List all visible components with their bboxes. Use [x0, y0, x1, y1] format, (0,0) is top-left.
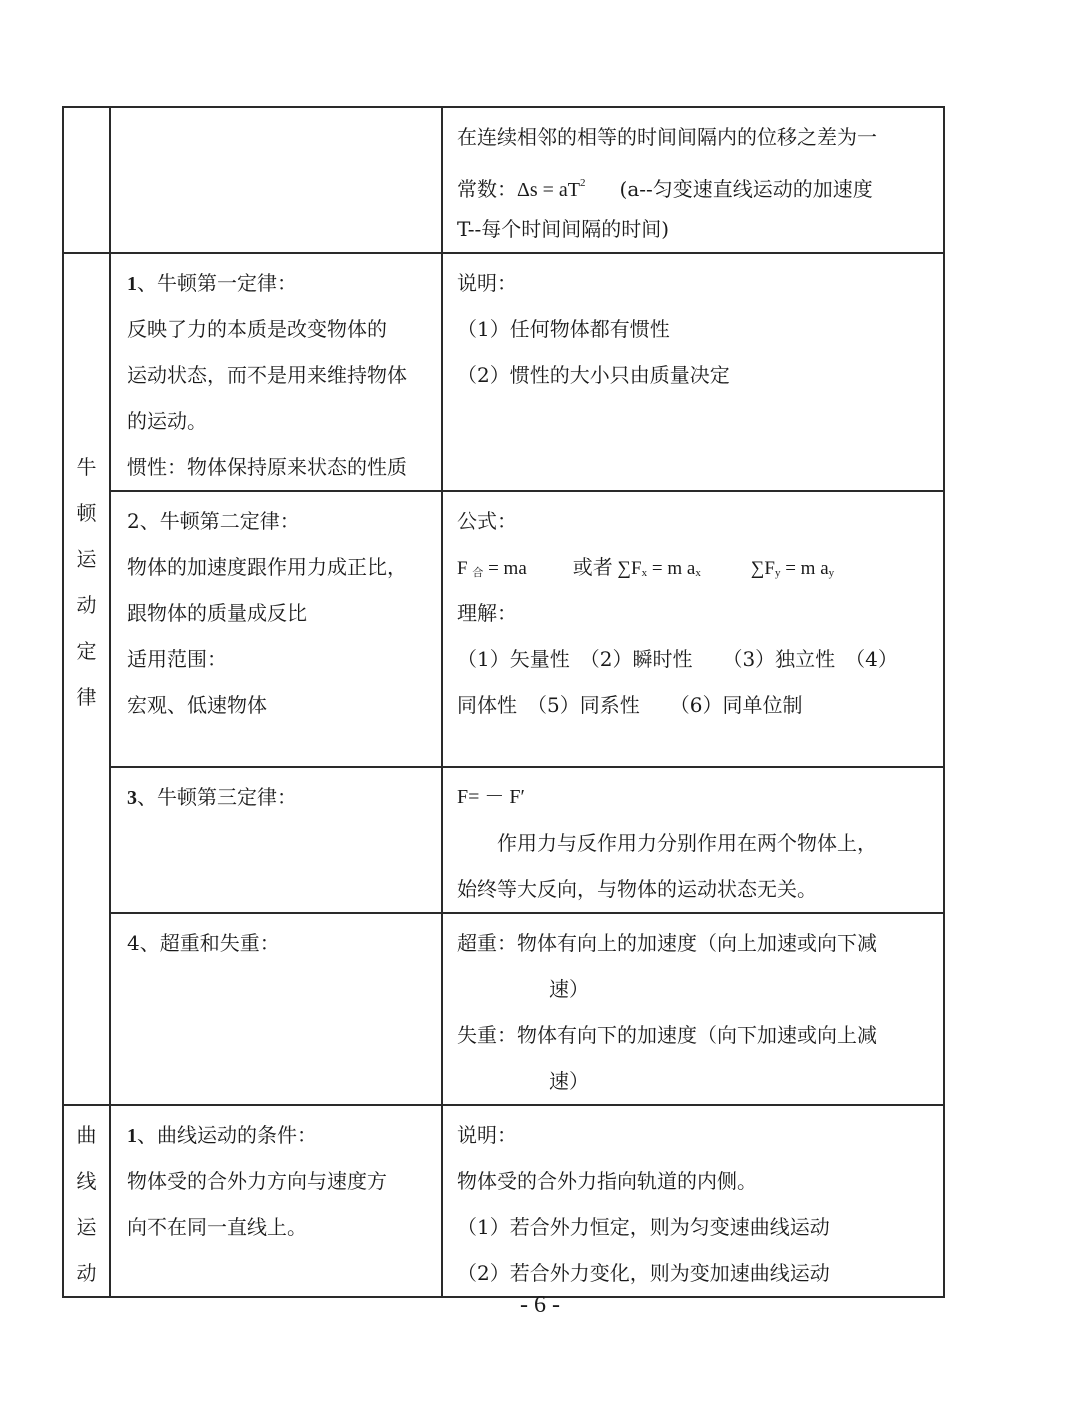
- text-line: 作用力与反作用力分别作用在两个物体上，: [497, 831, 877, 855]
- text-line: T--每个时间间隔的时间): [457, 217, 670, 241]
- heading-second-law: 2、牛顿第二定律：: [127, 509, 300, 533]
- note-first-law: [442, 253, 944, 491]
- formula-part: = m a: [651, 558, 696, 579]
- text-line: 的运动。: [127, 409, 207, 433]
- item-title: 、牛顿第三定律：: [137, 785, 297, 809]
- text-line: 物体受的合外力方向与速度方: [127, 1169, 387, 1193]
- page-number: - 6 -: [520, 1292, 560, 1318]
- text-line: 向不在同一直线上。: [127, 1215, 307, 1239]
- category-char: 顿: [76, 501, 97, 525]
- content-curve-condition: [110, 1105, 442, 1297]
- content-cell-empty: [110, 107, 442, 253]
- heading-first-law: [127, 260, 429, 306]
- category-char: 运: [76, 1215, 97, 1239]
- subscript: x: [695, 567, 701, 579]
- content-third-law: [110, 767, 442, 913]
- note-item: （2）惯性的大小只由质量决定: [457, 363, 730, 387]
- note-second-law: [442, 491, 944, 767]
- formula-part: ∑F: [617, 558, 642, 579]
- category-char: 运: [76, 547, 97, 571]
- text-line: 在连续相邻的相等的时间间隔内的位移之差为一: [457, 125, 877, 149]
- physics-summary-table: [62, 106, 945, 1298]
- item-title: 、牛顿第一定律：: [137, 271, 297, 295]
- table-row-overweight-weightlessness: [63, 913, 944, 1105]
- category-cell-empty: [63, 107, 110, 253]
- note-title: 说明：: [457, 271, 517, 295]
- note-cell-displacement-difference: [442, 107, 944, 253]
- overweight-line: 超重：物体有向上的加速度（向上加速或向下减: [457, 931, 877, 955]
- heading-curve-condition: [127, 1112, 429, 1158]
- table-row-curve-motion: [63, 1105, 944, 1297]
- superscript: 2: [580, 177, 586, 189]
- subscript: 合: [472, 567, 484, 579]
- content-first-law: [110, 253, 442, 491]
- subscript: y: [774, 567, 781, 579]
- text-line: 惯性：物体保持原来状态的性质: [127, 455, 407, 479]
- category-char: 律: [76, 685, 97, 709]
- table-row-newton-first-law: [63, 253, 944, 491]
- note-item: （2）若合外力变化，则为变加速曲线运动: [457, 1261, 830, 1285]
- text-line: 运动状态，而不是用来维持物体: [127, 363, 407, 387]
- formula-line: [457, 160, 931, 206]
- text-line: 反映了力的本质是改变物体的: [127, 317, 387, 341]
- text-line: 宏观、低速物体: [127, 693, 267, 717]
- text-line: 始终等大反向，与物体的运动状态无关。: [457, 877, 817, 901]
- understand-line: （1）矢量性 （2）瞬时性 （3）独立性 （4）: [457, 647, 898, 671]
- overweight-line-cont: 速）: [549, 977, 589, 1001]
- delta-s-formula: Δs = aT: [517, 179, 581, 201]
- note-item: 物体受的合外力指向轨道的内侧。: [457, 1169, 757, 1193]
- category-curve-motion: [63, 1105, 110, 1297]
- table-row-newton-second-law: [63, 491, 944, 767]
- note-overweight: [442, 913, 944, 1105]
- item-number: 1: [127, 1125, 137, 1147]
- subscript: x: [641, 567, 648, 579]
- category-char: 动: [76, 593, 97, 617]
- item-number: 1: [127, 273, 137, 295]
- formula-part: = m a: [785, 558, 829, 579]
- item-number: 3: [127, 787, 137, 809]
- formula-connector: 或者: [572, 555, 613, 579]
- note-title: 说明：: [457, 1123, 517, 1147]
- note-item: （1）若合外力恒定，则为匀变速曲线运动: [457, 1215, 830, 1239]
- formula-explanation: (a--匀变速直线运动的加速度: [619, 177, 873, 201]
- understand-line: 同体性 （5）同系性 （6）同单位制: [457, 693, 803, 717]
- formula-part: = ma: [488, 558, 527, 579]
- text-line: 适用范围：: [127, 647, 227, 671]
- category-char: 曲: [76, 1123, 97, 1147]
- weightless-line: 失重：物体有向下的加速度（向下加速或向上减: [457, 1023, 877, 1047]
- formula-title: 公式：: [457, 509, 517, 533]
- subscript: y: [828, 567, 835, 579]
- category-char: 牛: [76, 455, 97, 479]
- heading-overweight: 4、超重和失重：: [127, 931, 280, 955]
- label-text: 常数：: [457, 177, 517, 201]
- table-row-newton-third-law: [63, 767, 944, 913]
- note-curve-motion: [442, 1105, 944, 1297]
- heading-third-law: [127, 774, 429, 820]
- table-row-continuation: [63, 107, 944, 253]
- category-char: 线: [76, 1169, 97, 1193]
- note-item: （1）任何物体都有惯性: [457, 317, 670, 341]
- text-line: 跟物体的质量成反比: [127, 601, 307, 625]
- second-law-formula: [457, 544, 931, 590]
- third-law-formula: F= － F′: [457, 786, 525, 808]
- category-newton-laws: [63, 253, 110, 1105]
- content-second-law: [110, 491, 442, 767]
- weightless-line-cont: 速）: [549, 1069, 589, 1093]
- note-third-law: [442, 767, 944, 913]
- content-overweight: [110, 913, 442, 1105]
- category-char: 动: [76, 1261, 97, 1285]
- formula-part: ∑F: [750, 558, 775, 579]
- understand-title: 理解：: [457, 601, 517, 625]
- category-char: 定: [76, 639, 97, 663]
- item-title: 、曲线运动的条件：: [137, 1123, 317, 1147]
- formula-part: F: [457, 558, 468, 579]
- text-line: 物体的加速度跟作用力成正比，: [127, 555, 407, 579]
